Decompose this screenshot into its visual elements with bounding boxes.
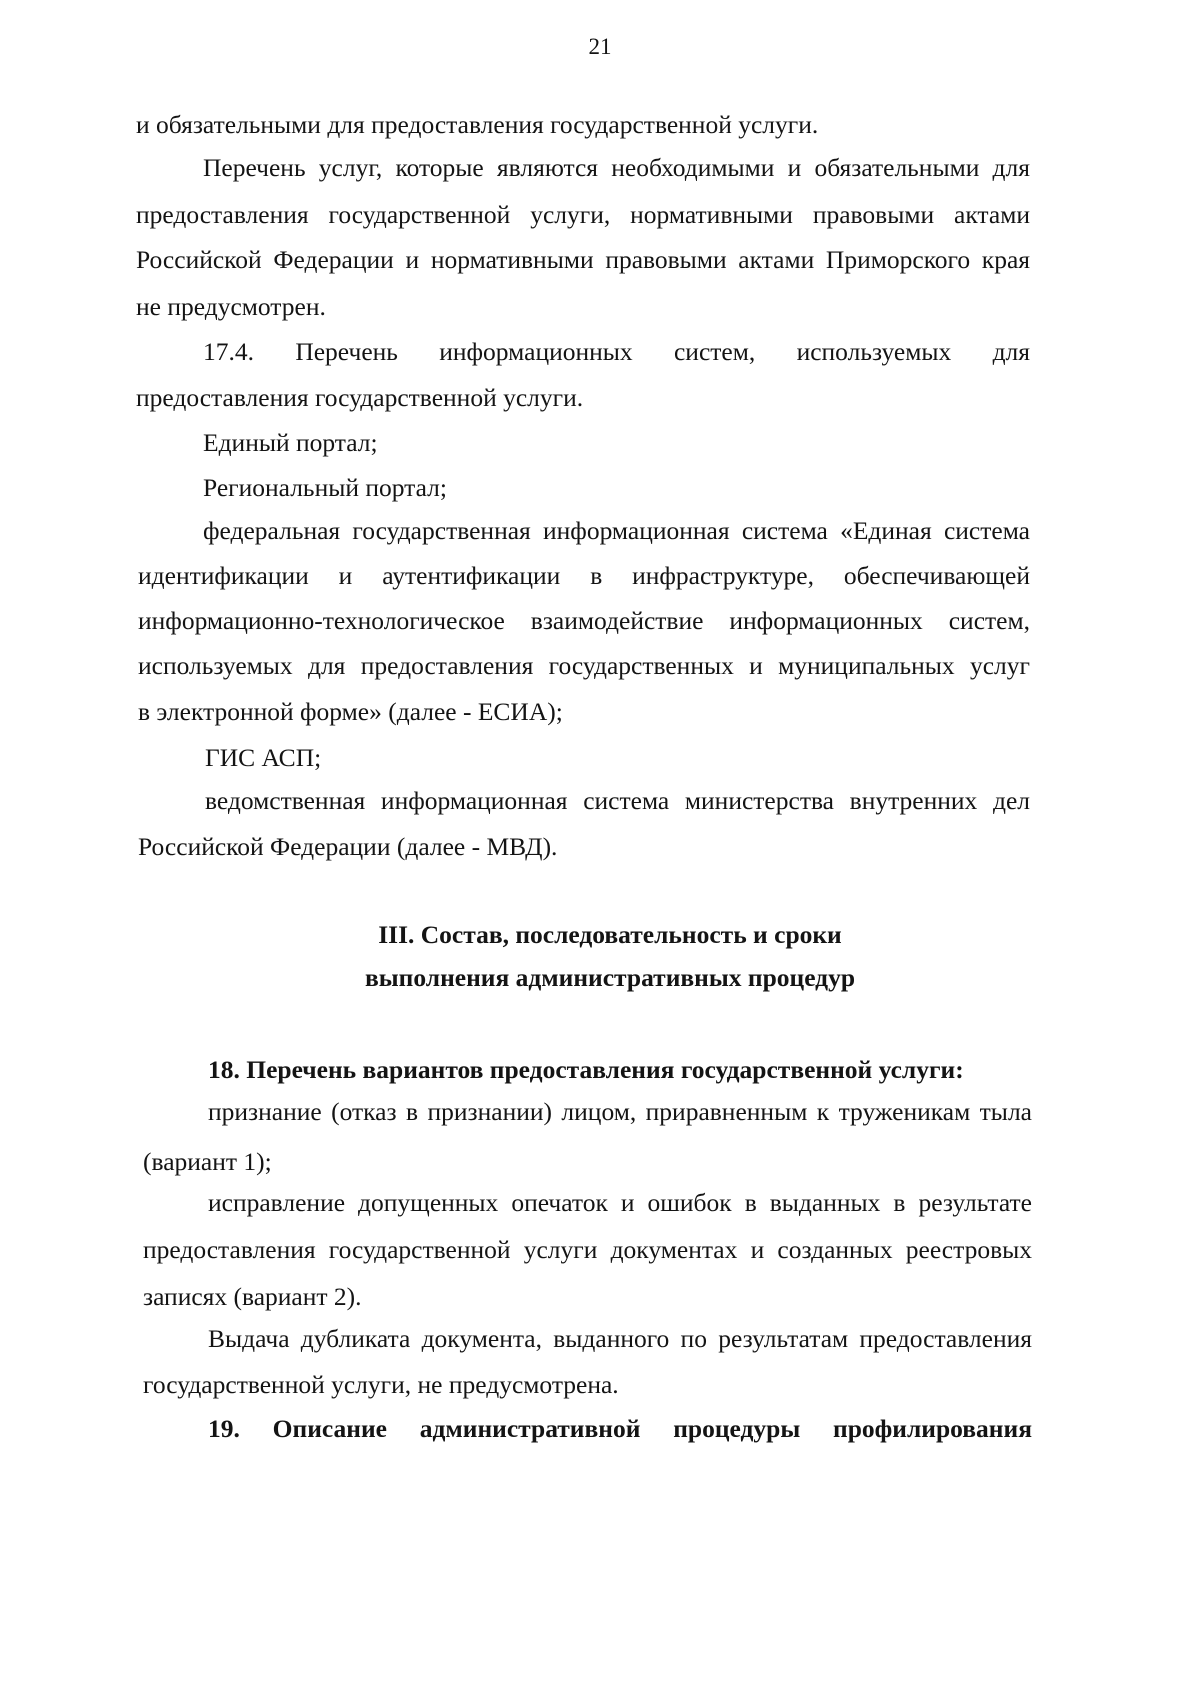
page-number: 21 bbox=[588, 34, 612, 59]
paragraph-line: записях (вариант 2). bbox=[143, 1282, 362, 1311]
paragraph-line: 17.4. Перечень информационных систем, используемых для bbox=[203, 337, 1030, 366]
list-item: Единый портал; bbox=[203, 428, 378, 457]
paragraph-line: предоставления государственной услуги документах и созданных реестровых bbox=[143, 1235, 1032, 1264]
paragraph-line: в электронной форме» (далее - ЕСИА); bbox=[138, 697, 563, 726]
paragraph-line: признание (отказ в признании) лицом, приравненным к труженикам тыла bbox=[208, 1097, 1032, 1126]
paragraph-line: Перечень услуг, которые являются необходимыми и обязательными для bbox=[203, 153, 1030, 182]
paragraph-line: предоставления государственной услуги, нормативными правовыми актами bbox=[136, 200, 1030, 229]
paragraph-line: используемых для предоставления государственных и муниципальных услуг bbox=[138, 651, 1030, 680]
paragraph-line: государственной услуги, не предусмотрена. bbox=[143, 1370, 619, 1399]
section-heading: III. Состав, последовательность и сроки bbox=[378, 920, 842, 949]
paragraph-line: ведомственная информационная система министерства внутренних дел bbox=[205, 786, 1030, 815]
paragraph-line: информационно-технологическое взаимодействие информационных систем, bbox=[138, 606, 1030, 635]
paragraph-line: не предусмотрен. bbox=[136, 292, 326, 321]
paragraph-line: федеральная государственная информационная система «Единая система bbox=[203, 516, 1030, 545]
paragraph-line: исправление допущенных опечаток и ошибок в выданных в результате bbox=[208, 1188, 1032, 1217]
subsection-heading: 18. Перечень вариантов предоставления государственной услуги: bbox=[208, 1055, 964, 1084]
paragraph-line: предоставления государственной услуги. bbox=[136, 383, 584, 412]
paragraph-line: Выдача дубликата документа, выданного по результатам предоставления bbox=[208, 1324, 1032, 1353]
paragraph-line: Российской Федерации и нормативными правовыми актами Приморского края bbox=[136, 245, 1030, 274]
section-heading: выполнения административных процедур bbox=[364, 963, 856, 992]
paragraph-line: (вариант 1); bbox=[143, 1147, 272, 1176]
list-item: Региональный портал; bbox=[203, 473, 447, 502]
paragraph-line: Российской Федерации (далее - МВД). bbox=[138, 832, 558, 861]
paragraph-line: идентификации и аутентификации в инфраструктуре, обеспечивающей bbox=[138, 561, 1030, 590]
subsection-heading: 19. Описание административной процедуры профилирования bbox=[208, 1414, 1032, 1443]
list-item: ГИС АСП; bbox=[205, 743, 322, 772]
text-line: и обязательными для предоставления государственной услуги. bbox=[136, 110, 819, 139]
